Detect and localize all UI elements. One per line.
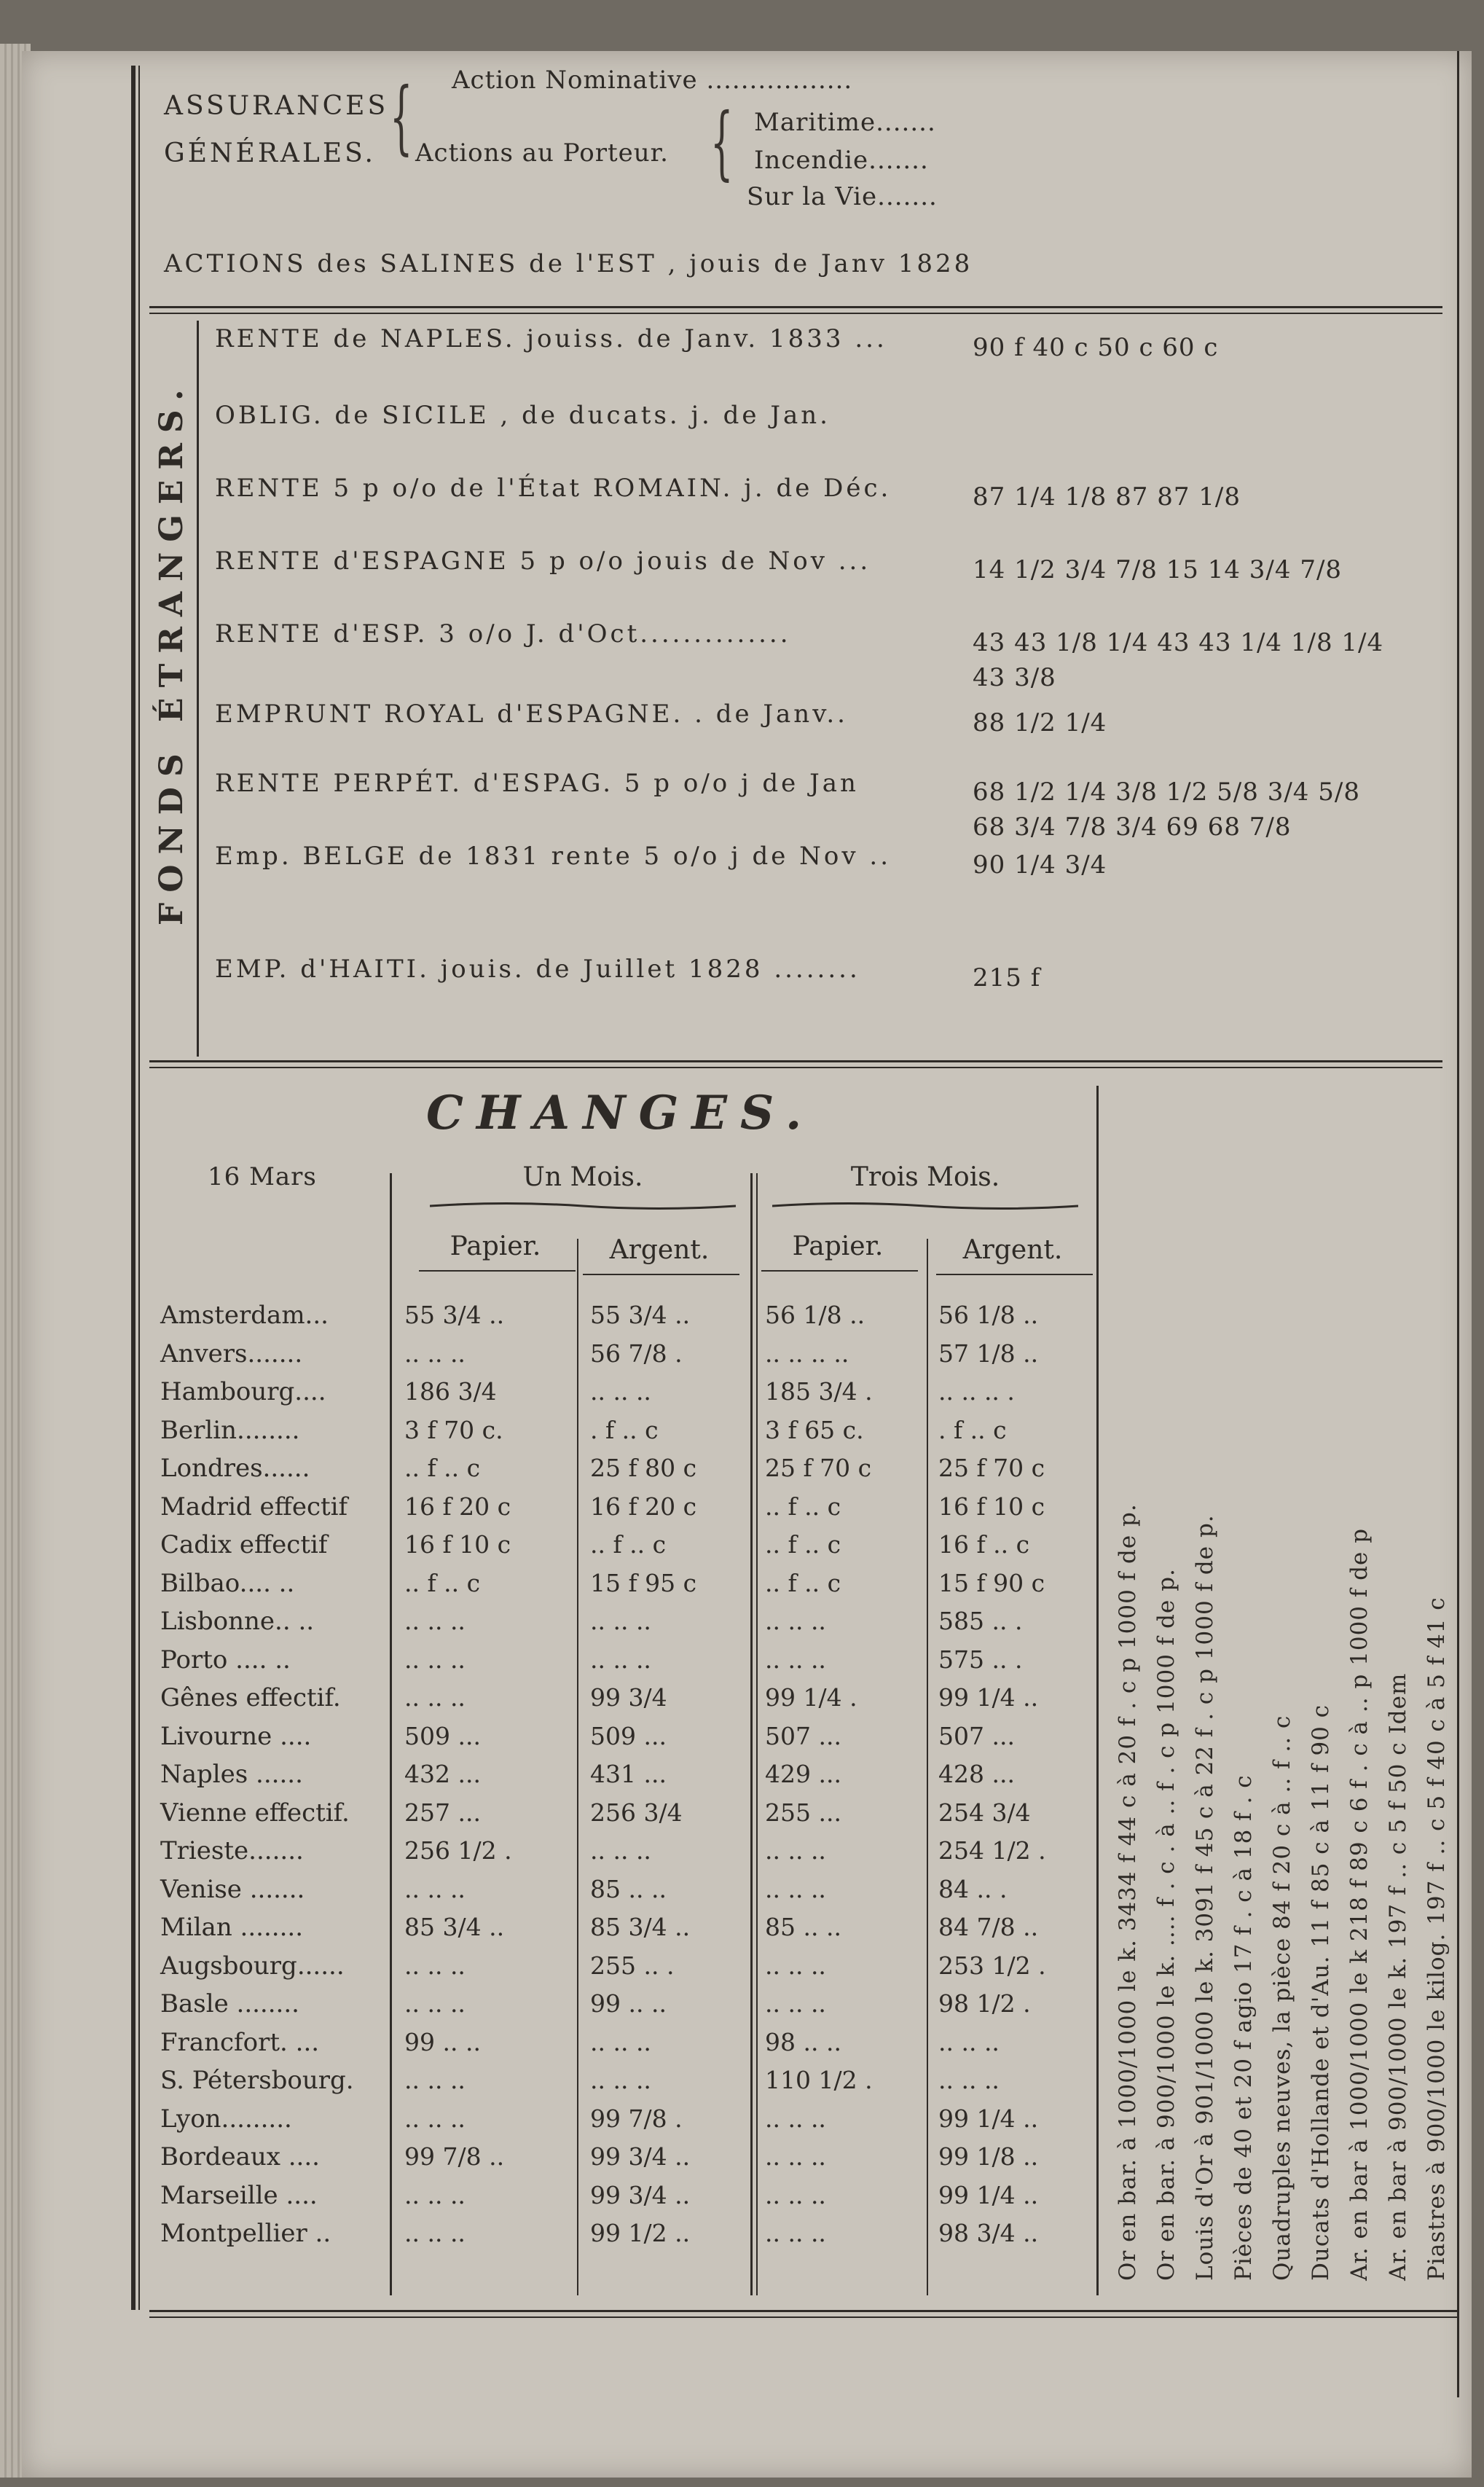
exchange-city: S. Pétersbourg. (160, 2066, 354, 2095)
un-mois-argent-cell: .. f .. c (590, 1530, 667, 1559)
trois-mois-argent-cell: 428 ... (938, 1760, 1015, 1788)
metal-rate-line: Piastres à 900/1000 le kilog. 197 f .. c 5 f 40 c à 5 f 41 c (1424, 1597, 1450, 2281)
incendie-label: Incendie....... (754, 146, 929, 175)
exchange-city: Livourne .... (160, 1722, 312, 1751)
fonds-row-name: RENTE PERPÉT. d'ESPAG. 5 p o/o j de Jan (215, 769, 859, 798)
trois-mois-papier-cell: 507 ... (765, 1722, 841, 1750)
un-mois-papier-cell: 186 3/4 (404, 1377, 497, 1406)
trois-mois-argent-cell: 507 ... (938, 1722, 1015, 1750)
trois-mois-papier-cell: .. .. .. (765, 1607, 826, 1635)
trois-mois-argent-cell: 25 f 70 c (938, 1454, 1045, 1482)
col-sep-metals (1096, 1086, 1099, 2295)
un-mois-papier-cell: 432 ... (404, 1760, 481, 1788)
trois-mois-papier-cell: 85 .. .. (765, 1913, 841, 1941)
trois-mois-papier-cell: 429 ... (765, 1760, 841, 1788)
fonds-column-line (197, 321, 199, 1057)
exchange-city: Hambourg.... (160, 1377, 326, 1406)
col-sep-city (390, 1173, 392, 2295)
divider-middle (149, 1060, 1442, 1068)
changes-date: 16 Mars (208, 1162, 317, 1191)
action-nominative: Action Nominative ................. (452, 66, 853, 95)
trois-mois-papier-cell: .. .. .. (765, 2181, 826, 2209)
metal-rate-line: Quadruples neuves, la pièce 84 f 20 c à .. f .. c (1269, 1715, 1295, 2281)
trois-mois-argent-cell: .. .. .. . (938, 1377, 1015, 1406)
un-mois-argent-cell: 255 .. . (590, 1951, 675, 1980)
un-mois-argent-cell: 55 3/4 .. (590, 1301, 691, 1329)
un-mois-argent-cell: .. .. .. (590, 1645, 651, 1674)
un-mois-argent-cell: 99 7/8 . (590, 2104, 683, 2133)
fonds-row-name: EMP. d'HAITI. jouis. de Juillet 1828 ........ (215, 955, 860, 984)
trois-mois-argent-cell: 16 f 10 c (938, 1492, 1045, 1521)
un-mois-argent-cell: .. .. .. (590, 1836, 651, 1865)
un-mois-flourish (430, 1201, 736, 1211)
exchange-city: Gênes effectif. (160, 1683, 341, 1712)
exchange-city: Bilbao.... .. (160, 1569, 295, 1598)
papier-header-1: Papier. (449, 1231, 541, 1261)
papier-underline-1 (419, 1270, 576, 1272)
exchange-city: Milan ........ (160, 1913, 303, 1942)
fonds-row-value: 90 1/4 3/4 (973, 850, 1107, 880)
un-mois-argent-cell: .. .. .. (590, 1377, 651, 1406)
un-mois-argent-cell: 99 1/2 .. (590, 2219, 691, 2247)
fonds-row-value: 68 1/2 1/4 3/8 1/2 5/8 3/4 5/8 (973, 778, 1360, 807)
fonds-row-value: 14 1/2 3/4 7/8 15 14 3/4 7/8 (973, 555, 1343, 584)
exchange-city: Venise ....... (160, 1875, 305, 1904)
un-mois-papier-cell: 16 f 10 c (404, 1530, 511, 1559)
divider-bottom (149, 2310, 1457, 2318)
trois-mois-papier-cell: .. .. .. (765, 2104, 826, 2133)
changes-title: CHANGES. (426, 1086, 815, 1140)
generales-label: GÉNÉRALES. (164, 138, 376, 168)
trois-mois-papier-cell: 99 1/4 . (765, 1683, 857, 1712)
un-mois-argent-cell: 25 f 80 c (590, 1454, 697, 1482)
un-mois-papier-cell: 99 7/8 .. (404, 2142, 505, 2171)
argent-header-3: Argent. (962, 1235, 1063, 1265)
fonds-row-value: 215 f (973, 963, 1041, 992)
fonds-row-value: 87 1/4 1/8 87 87 1/8 (973, 482, 1241, 512)
un-mois-papier-cell: .. .. .. (404, 1989, 466, 2018)
un-mois-papier-cell: .. f .. c (404, 1454, 481, 1482)
trois-mois-papier-cell: 98 .. .. (765, 2028, 841, 2056)
trois-mois-papier-cell: .. .. .. (765, 1989, 826, 2018)
trois-mois-argent-cell: 15 f 90 c (938, 1569, 1045, 1597)
un-mois-papier-cell: 256 1/2 . (404, 1836, 512, 1865)
argent-header-1: Argent. (609, 1235, 710, 1265)
trois-mois-papier-cell: .. .. .. .. (765, 1339, 849, 1368)
exchange-city: Montpellier .. (160, 2219, 331, 2248)
un-mois-papier-cell: .. .. .. (404, 1683, 466, 1712)
un-mois-argent-cell: . f .. c (590, 1416, 659, 1444)
trois-mois-papier-cell: .. f .. c (765, 1530, 841, 1559)
un-mois-argent-cell: .. .. .. (590, 2066, 651, 2094)
left-border-inner (138, 66, 140, 2310)
un-mois-argent-cell: 509 ... (590, 1722, 667, 1750)
un-mois-header: Un Mois. (522, 1162, 643, 1192)
un-mois-argent-cell: 256 3/4 (590, 1798, 683, 1827)
trois-mois-argent-cell: 99 1/4 .. (938, 2104, 1039, 2133)
trois-mois-papier-cell: .. f .. c (765, 1569, 841, 1597)
fonds-row-name: EMPRUNT ROYAL d'ESPAGNE. . de Janv.. (215, 700, 848, 729)
un-mois-papier-cell: .. .. .. (404, 2104, 466, 2133)
un-mois-papier-cell: 55 3/4 .. (404, 1301, 505, 1329)
divider-top (149, 306, 1442, 314)
argent-underline-1 (583, 1274, 739, 1275)
exchange-city: Berlin........ (160, 1416, 300, 1445)
un-mois-papier-cell: .. .. .. (404, 1645, 466, 1674)
exchange-city: Vienne effectif. (160, 1798, 350, 1828)
un-mois-argent-cell: 15 f 95 c (590, 1569, 697, 1597)
exchange-city: Cadix effectif (160, 1530, 328, 1559)
col-sep-2 (750, 1173, 753, 2295)
col-sep-1 (577, 1239, 578, 2295)
exchange-city: Basle ........ (160, 1989, 299, 2018)
trois-mois-argent-cell: 575 .. . (938, 1645, 1023, 1674)
trois-mois-argent-cell: 84 7/8 .. (938, 1913, 1039, 1941)
exchange-city: Francfort. ... (160, 2028, 320, 2057)
trois-mois-papier-cell: .. .. .. (765, 1645, 826, 1674)
fonds-row-value: 88 1/2 1/4 (973, 708, 1107, 737)
fonds-row-name: OBLIG. de SICILE , de ducats. j. de Jan. (215, 401, 831, 430)
trois-mois-argent-cell: .. .. .. (938, 2066, 1000, 2094)
fonds-row-name: RENTE d'ESPAGNE 5 p o/o jouis de Nov ... (215, 547, 871, 576)
trois-mois-papier-cell: 56 1/8 .. (765, 1301, 865, 1329)
exchange-city: Anvers....... (160, 1339, 303, 1368)
un-mois-papier-cell: .. .. .. (404, 1875, 466, 1903)
brace-assurances: { (390, 70, 413, 163)
left-border (131, 66, 136, 2310)
fonds-row-name: Emp. BELGE de 1831 rente 5 o/o j de Nov .. (215, 842, 892, 871)
metal-rate-line: Ducats d'Hollande et d'Au. 11 f 85 c à 11 f 90 c (1308, 1704, 1334, 2281)
metal-rate-line: Louis d'Or à 901/1000 le k. 3091 f 45 c à 22 f . c p 1000 f de p. (1192, 1514, 1218, 2281)
trois-mois-flourish (772, 1201, 1078, 1211)
trois-mois-argent-cell: 254 3/4 (938, 1798, 1031, 1827)
fonds-row-value-continued: 68 3/4 7/8 3/4 69 68 7/8 (973, 812, 1292, 842)
trois-mois-papier-cell: 185 3/4 . (765, 1377, 873, 1406)
trois-mois-papier-cell: .. .. .. (765, 2142, 826, 2171)
fonds-row-name: RENTE 5 p o/o de l'État ROMAIN. j. de Déc. (215, 474, 892, 503)
exchange-city: Trieste....... (160, 1836, 304, 1865)
metal-rate-line: Or en bar. à 1000/1000 le k. 3434 f 44 c à 20 f . c p 1000 f de p. (1115, 1503, 1141, 2281)
trois-mois-argent-cell: 253 1/2 . (938, 1951, 1046, 1980)
trois-mois-argent-cell: 57 1/8 .. (938, 1339, 1039, 1368)
exchange-city: Augsbourg...... (160, 1951, 345, 1981)
un-mois-argent-cell: 99 3/4 .. (590, 2142, 691, 2171)
trois-mois-argent-cell: 98 1/2 . (938, 1989, 1031, 2018)
trois-mois-argent-cell: 99 1/4 .. (938, 1683, 1039, 1712)
fonds-row-name: RENTE d'ESP. 3 o/o J. d'Oct.............. (215, 619, 791, 649)
fonds-row-name: RENTE de NAPLES. jouiss. de Janv. 1833 ... (215, 324, 887, 353)
un-mois-argent-cell: 85 .. .. (590, 1875, 667, 1903)
salines-line: ACTIONS des SALINES de l'EST , jouis de Janv 1828 (164, 249, 973, 278)
un-mois-papier-cell: 16 f 20 c (404, 1492, 511, 1521)
argent-underline-3 (936, 1274, 1093, 1275)
un-mois-argent-cell: 99 3/4 .. (590, 2181, 691, 2209)
trois-mois-papier-cell: .. .. .. (765, 1836, 826, 1865)
exchange-city: Madrid effectif (160, 1492, 348, 1521)
metal-rate-line: Ar. en bar à 900/1000 le k. 197 f .. c 5 f 50 c Idem (1385, 1672, 1411, 2281)
un-mois-argent-cell: 56 7/8 . (590, 1339, 683, 1368)
un-mois-papier-cell: .. .. .. (404, 2219, 466, 2247)
exchange-city: Bordeaux .... (160, 2142, 320, 2171)
trois-mois-papier-cell: 255 ... (765, 1798, 841, 1827)
trois-mois-papier-cell: .. .. .. (765, 1875, 826, 1903)
assurances-label: ASSURANCES (164, 91, 389, 121)
un-mois-papier-cell: 85 3/4 .. (404, 1913, 505, 1941)
exchange-city: Porto .... .. (160, 1645, 291, 1675)
exchange-city: Naples ...... (160, 1760, 303, 1789)
metal-rate-line: Ar. en bar à 1000/1000 le k 218 f 89 c 6 f . c à .. p 1000 f de p (1346, 1527, 1373, 2281)
trois-mois-argent-cell: 98 3/4 .. (938, 2219, 1039, 2247)
un-mois-argent-cell: 99 3/4 (590, 1683, 667, 1712)
maritime-label: Maritime....... (754, 108, 936, 137)
exchange-city: Amsterdam... (160, 1301, 329, 1330)
fonds-row-value-continued: 43 3/8 (973, 663, 1056, 692)
exchange-city: Lisbonne.. .. (160, 1607, 315, 1636)
un-mois-argent-cell: .. .. .. (590, 2028, 651, 2056)
fonds-etrangers-label: FONDS ÉTRANGERS. (153, 379, 190, 925)
un-mois-argent-cell: .. .. .. (590, 1607, 651, 1635)
trois-mois-argent-cell: 84 .. . (938, 1875, 1008, 1903)
fonds-row-value: 90 f 40 c 50 c 60 c (973, 333, 1219, 362)
trois-mois-header: Trois Mois. (850, 1162, 1000, 1192)
un-mois-papier-cell: .. .. .. (404, 2066, 466, 2094)
exchange-city: Londres...... (160, 1454, 310, 1483)
trois-mois-argent-cell: 585 .. . (938, 1607, 1023, 1635)
un-mois-argent-cell: 431 ... (590, 1760, 667, 1788)
trois-mois-papier-cell: .. .. .. (765, 1951, 826, 1980)
exchange-city: Lyon......... (160, 2104, 292, 2134)
papier-underline-3 (761, 1270, 918, 1272)
un-mois-papier-cell: 257 ... (404, 1798, 481, 1827)
un-mois-argent-cell: 85 3/4 .. (590, 1913, 691, 1941)
trois-mois-argent-cell: 56 1/8 .. (938, 1301, 1039, 1329)
un-mois-papier-cell: .. .. .. (404, 1607, 466, 1635)
metal-rate-line: Or en bar. à 900/1000 le k. .... f . c . à .. f . c p 1000 f de p. (1153, 1568, 1179, 2281)
brace-porteur: { (710, 95, 734, 189)
trois-mois-argent-cell: . f .. c (938, 1416, 1007, 1444)
trois-mois-argent-cell: .. .. .. (938, 2028, 1000, 2056)
un-mois-papier-cell: 3 f 70 c. (404, 1416, 503, 1444)
metal-rate-line: Pièces de 40 et 20 f agio 17 f . c à 18 f . c (1230, 1774, 1257, 2281)
trois-mois-papier-cell: 3 f 65 c. (765, 1416, 864, 1444)
un-mois-papier-cell: .. .. .. (404, 1951, 466, 1980)
ledger-page (22, 51, 1472, 2478)
trois-mois-argent-cell: 16 f .. c (938, 1530, 1030, 1559)
trois-mois-argent-cell: 254 1/2 . (938, 1836, 1046, 1865)
trois-mois-argent-cell: 99 1/8 .. (938, 2142, 1039, 2171)
un-mois-papier-cell: .. .. .. (404, 1339, 466, 1368)
un-mois-papier-cell: 509 ... (404, 1722, 481, 1750)
trois-mois-papier-cell: .. .. .. (765, 2219, 826, 2247)
actions-porteur: Actions au Porteur. (415, 138, 669, 168)
fonds-row-value: 43 43 1/8 1/4 43 43 1/4 1/8 1/4 (973, 628, 1384, 657)
un-mois-argent-cell: 16 f 20 c (590, 1492, 697, 1521)
right-border (1457, 51, 1459, 2397)
un-mois-papier-cell: .. f .. c (404, 1569, 481, 1597)
exchange-city: Marseille .... (160, 2181, 318, 2210)
sur-la-vie-label: Sur la Vie....... (747, 182, 938, 211)
papier-header-3: Papier. (792, 1231, 884, 1261)
col-sep-2b (756, 1173, 758, 2295)
trois-mois-argent-cell: 99 1/4 .. (938, 2181, 1039, 2209)
un-mois-argent-cell: 99 .. .. (590, 1989, 667, 2018)
trois-mois-papier-cell: 110 1/2 . (765, 2066, 873, 2094)
un-mois-papier-cell: .. .. .. (404, 2181, 466, 2209)
trois-mois-papier-cell: 25 f 70 c (765, 1454, 872, 1482)
trois-mois-papier-cell: .. f .. c (765, 1492, 841, 1521)
un-mois-papier-cell: 99 .. .. (404, 2028, 481, 2056)
col-sep-3 (927, 1239, 928, 2295)
